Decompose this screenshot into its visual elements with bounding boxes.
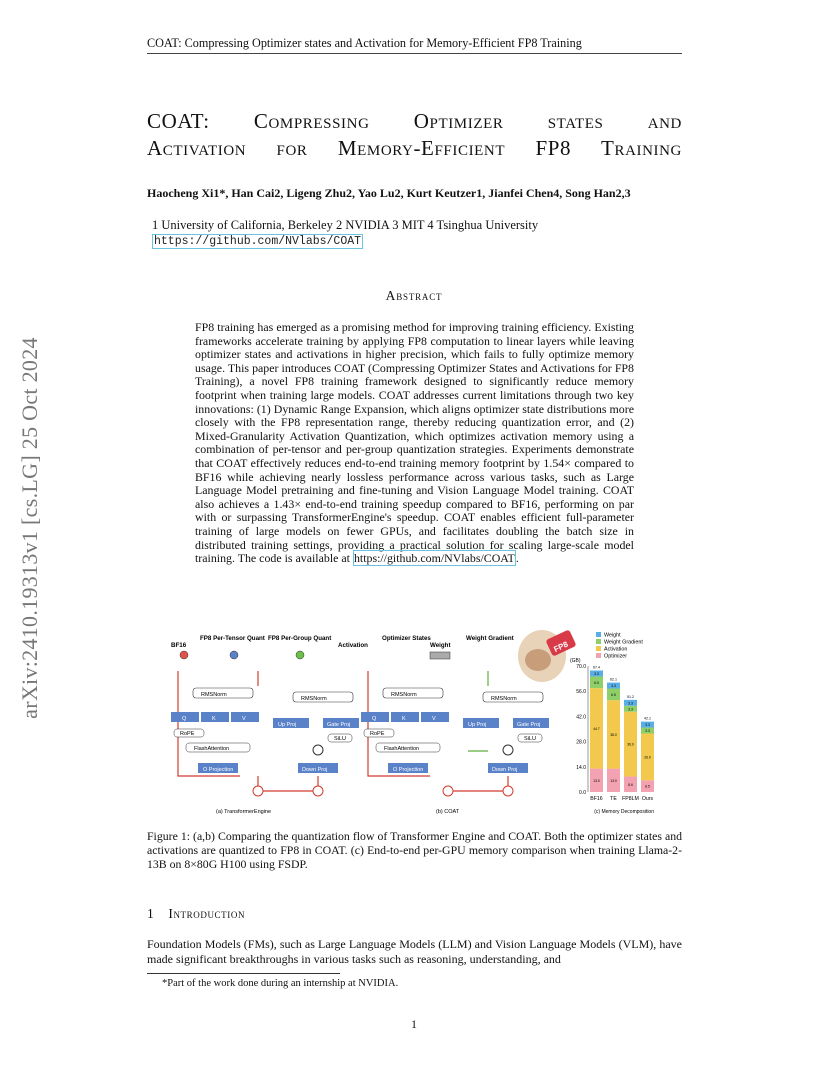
figure-1 <box>168 626 668 818</box>
sub-c-label: (c) Memory Decomposition <box>594 809 654 815</box>
footnote: *Part of the work done during an internship at NVIDIA. <box>162 978 399 989</box>
chart-data-label: 6.5 <box>594 680 599 685</box>
footnote-rule <box>147 973 340 974</box>
chart-legend-label: Activation <box>604 646 628 653</box>
abstract-end: . <box>515 551 519 566</box>
chart-data-label: 3.3 <box>645 729 650 734</box>
chart-data-label: 13.0 <box>593 778 600 783</box>
a-rope: RoPE <box>180 731 195 737</box>
chart-legend-swatch <box>596 632 601 637</box>
chart-y-tick: 28.0 <box>576 739 586 746</box>
b-oproj: O Projection <box>393 767 424 773</box>
figure-legend <box>171 635 514 659</box>
title-line-2: Activation for Memory-Efficient FP8 Training <box>147 136 682 160</box>
chart-data-label: 38.0 <box>610 732 617 737</box>
legend-weight: Weight <box>430 642 451 649</box>
chart-data-label: 6.5 <box>645 784 650 789</box>
chart-y-tick: 56.0 <box>576 689 586 696</box>
legend-bf16-icon <box>180 651 188 659</box>
abstract-text: FP8 training has emerged as a promising method for improving training efficiency. Existing frameworks accelerate training by applying FP8 computation to linear layers while leaving optimizer states and activations in higher precision, which fails to fully optimize memory usage. This paper introduces COAT (Compressing Optimizer States and Activations for FP8 Training), a novel FP8 training framework designed to significantly reduce memory footprint when training large models. COAT addresses current limitations through two key innovations: (1) Dynamic Range Expansion, which aligns optimizer state distributions more closely with the FP8 representation range, thereby reducing quantization error, and (2) Mixed-Granularity Activation Quantization, which optimizes activation memory using a combination of per-tensor and per-group quantization strategies. Experiments demonstrate that COAT effectively reduces end-to-end training memory footprint by 1.54× compared to BF16 while achieving nearly lossless performance across various tasks, such as Large Language Model pretraining and fine-tuning and Vision Language Model training. COAT also achieves a 1.43× end-to-end training speedup compared to BF16, performing on par with or surpassing TransformerEngine's speedup. COAT enables efficient full-parameter training of large models on fewer GPUs, and facilitates doubling the batch size in distributed training settings, providing a practical solution for scaling large-scale model training. The code is available at <box>195 320 634 566</box>
running-head: COAT: Compressing Optimizer states and Activation for Memory-Efficient FP8 Training <box>147 36 682 54</box>
figure-caption: Figure 1: (a,b) Comparing the quantization flow of Transformer Engine and COAT. Both the optimizer states and activations are quantized to FP8 in COAT. (c) End-to-end per-GPU memory comparison when training Llama-2-13B on 8×80G H100 using FSDP. <box>147 829 682 871</box>
chart-data-label: 13.0 <box>610 778 617 783</box>
chart-y-tick: 70.0 <box>576 664 586 670</box>
chart-legend-swatch <box>596 653 601 658</box>
chart-data-label: 3.3 <box>628 707 633 712</box>
chart-y-tick: 0.0 <box>579 790 586 796</box>
chart-total-label: 62.1 <box>610 677 617 682</box>
b-gateproj: Gate Proj <box>517 722 541 728</box>
chart-y-tick: 14.0 <box>576 764 586 771</box>
chart-legend-swatch <box>596 639 601 644</box>
chart-total-label: 67.4 <box>593 665 600 670</box>
legend-per-group: FP8 Per-Group Quant <box>268 635 332 642</box>
legend-weight-icon <box>430 652 450 659</box>
chart-x-tick: TE <box>610 796 617 802</box>
b-v: V <box>432 716 436 722</box>
section-number: 1 <box>147 906 155 921</box>
a-rmsnorm-2: RMSNorm <box>301 696 327 702</box>
chart-x-tick: Ours <box>641 796 654 802</box>
b-flash: FlashAttention <box>384 746 420 752</box>
section-heading <box>147 906 245 922</box>
abstract-heading: Abstract <box>385 288 443 303</box>
chart-data-label: 3.3 <box>628 701 633 706</box>
repo-link[interactable]: https://github.com/NVlabs/COAT <box>154 235 362 248</box>
a-q: Q <box>182 716 187 722</box>
chart-data-label: 3.3 <box>594 671 599 676</box>
legend-bf16: BF16 <box>171 642 187 649</box>
a-gateproj: Gate Proj <box>327 722 351 728</box>
a-upproj: Up Proj <box>278 722 297 728</box>
chart-ylabel: (GB) <box>570 658 581 664</box>
chart-x-tick: BF16 <box>590 796 603 802</box>
a-flash: FlashAttention <box>194 746 230 752</box>
chart-legend-label: Optimizer <box>604 653 628 660</box>
chart-total-label: 42.1 <box>644 716 651 721</box>
chart-data-label: 26.0 <box>644 755 651 760</box>
chart-legend-label: Weight Gradient <box>604 639 643 646</box>
b-rope: RoPE <box>370 731 385 737</box>
sub-a-label: (a) TransformerEngine <box>216 809 272 815</box>
b-k: K <box>402 716 406 722</box>
chart-data-label: 3.3 <box>645 723 650 728</box>
a-k: K <box>212 716 216 722</box>
mascot-fp8-text: FP8 <box>552 639 570 655</box>
chart-legend-swatch <box>596 646 601 651</box>
arxiv-stamp: arXiv:2410.19313v1 [cs.LG] 25 Oct 2024 <box>17 337 42 719</box>
chart-x-tick: FP8LM <box>622 796 639 802</box>
legend-per-tensor-icon <box>230 651 238 659</box>
section-title: Introduction <box>168 906 246 921</box>
sub-b-label: (b) COAT <box>436 809 460 815</box>
memory-chart <box>570 632 654 815</box>
abstract-code-link[interactable]: https://github.com/NVlabs/COAT <box>353 551 515 566</box>
a-rmsnorm: RMSNorm <box>201 692 227 698</box>
chart-data-label: 36.0 <box>627 742 634 747</box>
b-downproj: Down Proj <box>492 767 518 773</box>
chart-legend-label: Weight <box>604 632 621 639</box>
panel-a <box>171 671 359 815</box>
chart-data-label: 44.7 <box>593 726 600 731</box>
legend-activation: Activation <box>338 642 368 649</box>
chart-total-label: 51.2 <box>627 694 634 699</box>
a-oproj: O Projection <box>203 767 234 773</box>
b-rmsnorm: RMSNorm <box>391 692 417 698</box>
a-silu: SiLU <box>334 736 346 742</box>
chart-y-tick: 42.0 <box>576 714 586 721</box>
paper-title <box>147 108 682 162</box>
chart-data-label: 6.5 <box>611 692 616 697</box>
legend-per-group-icon <box>296 651 304 659</box>
chart-data-label: 3.3 <box>611 684 616 689</box>
b-rmsnorm-2: RMSNorm <box>491 696 517 702</box>
mascot-logo <box>518 629 577 682</box>
b-upproj: Up Proj <box>468 722 487 728</box>
a-v: V <box>242 716 246 722</box>
legend-weight-grad: Weight Gradient <box>466 635 514 642</box>
a-downproj: Down Proj <box>302 767 328 773</box>
b-silu: SiLU <box>524 736 536 742</box>
abstract-body <box>195 321 634 566</box>
author-list: Haocheng Xi1*, Han Cai2, Ligeng Zhu2, Yao Lu2, Kurt Keutzer1, Jianfei Chen4, Song Han2,3 <box>147 186 631 200</box>
chart-data-label: 8.6 <box>628 782 633 787</box>
b-q: Q <box>372 716 377 722</box>
page-number: 1 <box>411 1017 417 1031</box>
affiliations: 1 University of California, Berkeley 2 NVIDIA 3 MIT 4 Tsinghua University <box>152 218 539 232</box>
legend-optimizer: Optimizer States <box>382 635 431 642</box>
intro-paragraph: Foundation Models (FMs), such as Large Language Models (LLM) and Vision Language Models (VLM), have made significant breakthroughs in various tasks such as reasoning, understanding, and <box>147 937 682 966</box>
figure-1-svg <box>168 626 668 818</box>
panel-b <box>361 671 549 815</box>
legend-per-tensor: FP8 Per-Tensor Quant <box>200 635 265 642</box>
title-line-1: COAT: Compressing Optimizer states and <box>147 109 682 133</box>
